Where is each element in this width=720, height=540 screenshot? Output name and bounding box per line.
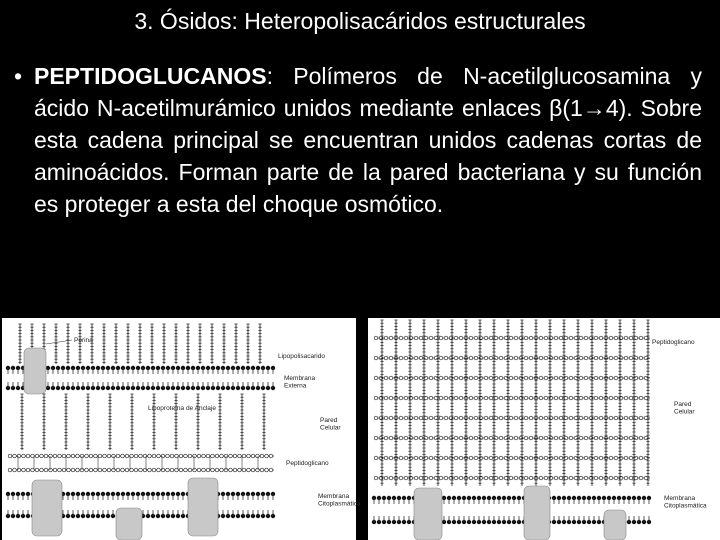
label-peptidoglicano-right: Peptidoglicano [652,339,695,346]
peptidoglycan-layer-3 [374,376,650,380]
membrane-protein-right-1 [414,488,442,540]
label-peptidoglicano: Peptidoglicano [286,460,329,467]
teichoic-strand [450,320,453,486]
label-lipopolisacarido: Lipopolisacarido [278,353,325,360]
label-pared-celular-right: Pared Celular [674,401,695,416]
lipoprotein-strand [20,394,23,450]
lps-strand [126,324,129,364]
teichoic-strand [548,320,551,486]
teichoic-strand [534,320,537,486]
lipoprotein-strand [240,394,243,450]
lps-strand [90,324,93,364]
lps-strand [258,324,261,364]
figure-gram-positive-wall [368,318,720,540]
teichoic-strand [492,320,495,486]
teichoic-strand [464,320,467,486]
lps-strand [150,324,153,364]
lipoprotein-strand [42,394,45,450]
lps-strand [78,324,81,364]
teichoic-strand [520,320,523,486]
teichoic-strand [436,320,439,486]
teichoic-strand [618,320,621,486]
peptidoglycan-layer-1 [8,454,274,458]
bullet-dot-icon: • [13,63,23,89]
lps-strand [162,324,165,364]
peptidoglycan-layer-8 [374,476,650,480]
label-membrana-citoplasmatica-right: Membrana Citoplasmática [664,495,707,510]
slide-title: 3. Ósidos: Heteropolisacáridos estructurales [134,8,586,34]
bullet-term: PEPTIDOGLUCANOS [34,63,267,89]
lps-strand [186,324,189,364]
lps-strand [138,324,141,364]
peptidoglycan-layer-6 [374,436,650,440]
peptidoglycan-layer-2 [374,356,650,360]
figure-gram-negative-wall [2,318,361,540]
lps-strand [234,324,237,364]
label-lipoproteina: Lipoproteína de Anclaje [148,405,216,412]
lps-strand [174,324,177,364]
lipoprotein-strand [108,394,111,450]
label-porina: Porina [74,337,93,344]
gram-positive-diagram [368,318,720,540]
peptidoglycan-layer-4 [374,396,650,400]
label-membrana-externa: Membrana Externa [284,375,316,390]
teichoic-strand [408,320,411,486]
lps-strand [102,324,105,364]
teichoic-strand [422,320,425,486]
peptidoglycan-layer-1 [374,336,650,340]
lipoprotein-strand [86,394,89,450]
teichoic-strand [380,320,383,486]
lipoprotein-strand [262,394,265,450]
teichoic-strand [604,320,607,486]
bullet-description: : Polímeros de N-acetilglucosamina y ácido N-acetilmurámico unidos mediante enlaces β(1→4). Sobre esta cadena principal se encuentran unidos cadenas cortas de aminoácidos. Forman parte de la pared bacteriana y su función es proteger a esta del choque osmótico. [34,63,702,217]
peptidoglycan-layer-5 [374,416,650,420]
membrane-protein-right-2 [524,486,550,540]
teichoic-strand [646,320,649,486]
teichoic-strand [394,320,397,486]
lipoprotein-strand [174,394,177,450]
teichoic-strand [562,320,565,486]
lps-strand [246,324,249,364]
label-membrana-citoplasmatica: Membrana Citoplasmática [318,493,361,508]
peptidoglycan-layer-2 [8,468,274,472]
membrane-protein-2 [116,508,142,540]
lipoprotein-strand [64,394,67,450]
label-pared-celular: Pared Celular [320,417,341,432]
peptidoglycan-layer-7 [374,456,650,460]
porin-protein [24,348,46,394]
gram-negative-diagram [2,318,361,540]
lps-strand [210,324,213,364]
membrane-protein-3 [188,478,218,536]
lps-strand [114,324,117,364]
bullet-point [8,60,702,220]
teichoic-strand [576,320,579,486]
lipoprotein-strand [196,394,199,450]
teichoic-strand [478,320,481,486]
teichoic-strand [632,320,635,486]
teichoic-strand [590,320,593,486]
teichoic-strand [506,320,509,486]
lps-strand [198,324,201,364]
lipoprotein-strand [218,394,221,450]
lps-strand [18,324,21,364]
lipoprotein-strand [152,394,155,450]
lps-strand [222,324,225,364]
membrane-protein-1 [32,480,62,536]
lps-strand [54,324,57,364]
lipoprotein-strand [130,394,133,450]
membrane-protein-right-3 [604,510,626,540]
lps-strand [66,324,69,364]
bullet-paragraph [34,60,702,220]
